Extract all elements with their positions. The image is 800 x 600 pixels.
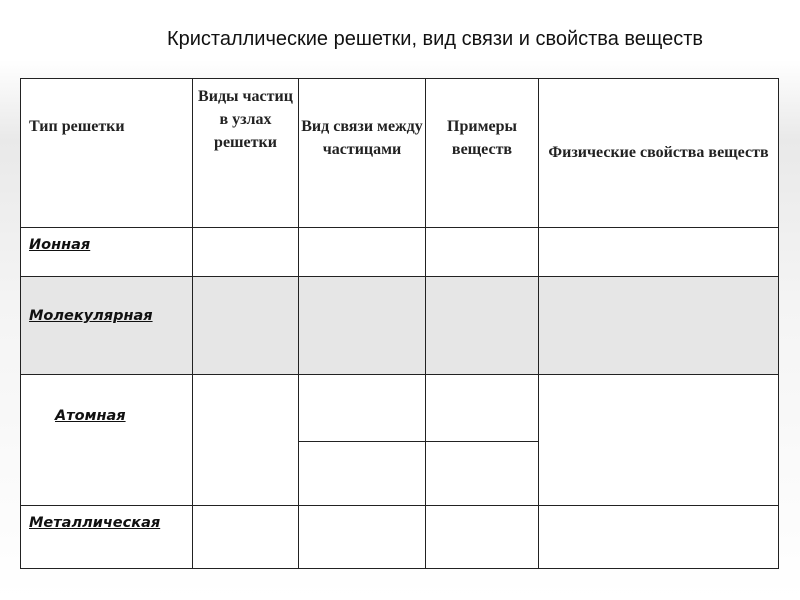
slide-title: Кристаллические решетки, вид связи и свойства веществ <box>166 28 704 50</box>
header-bond-type: Вид связи между частицами <box>299 79 426 228</box>
table-cell[interactable] <box>426 375 539 442</box>
table-cell[interactable] <box>193 506 299 569</box>
table-cell[interactable] <box>193 277 299 375</box>
row-label-atomic: Атомная <box>21 375 193 506</box>
row-label-ionic: Ионная <box>21 228 193 277</box>
table-cell[interactable] <box>299 277 426 375</box>
header-properties: Физические свойства веществ <box>539 79 779 228</box>
table-cell[interactable] <box>426 506 539 569</box>
table-cell[interactable] <box>299 375 426 442</box>
table-row-ionic <box>21 228 779 277</box>
header-examples: Примеры веществ <box>426 79 539 228</box>
table-cell[interactable] <box>193 228 299 277</box>
table-row-atomic <box>21 375 779 442</box>
row-label-metallic: Металлическая <box>21 506 193 569</box>
header-lattice-type: Тип решетки <box>21 79 193 228</box>
table-cell[interactable] <box>539 277 779 375</box>
table-cell[interactable] <box>299 442 426 506</box>
table-cell[interactable] <box>539 375 779 506</box>
table-header-row <box>21 79 779 228</box>
table-cell[interactable] <box>193 375 299 506</box>
row-label-molecular: Молекулярная <box>21 277 193 375</box>
table-cell[interactable] <box>426 228 539 277</box>
table-cell[interactable] <box>539 506 779 569</box>
properties-table <box>20 78 779 569</box>
table-row-molecular <box>21 277 779 375</box>
table-row-metallic <box>21 506 779 569</box>
table-cell[interactable] <box>539 228 779 277</box>
header-particles: Виды частиц в узлах решетки <box>193 79 299 228</box>
table-cell[interactable] <box>299 506 426 569</box>
table-cell[interactable] <box>299 228 426 277</box>
table-cell[interactable] <box>426 442 539 506</box>
table-cell[interactable] <box>426 277 539 375</box>
